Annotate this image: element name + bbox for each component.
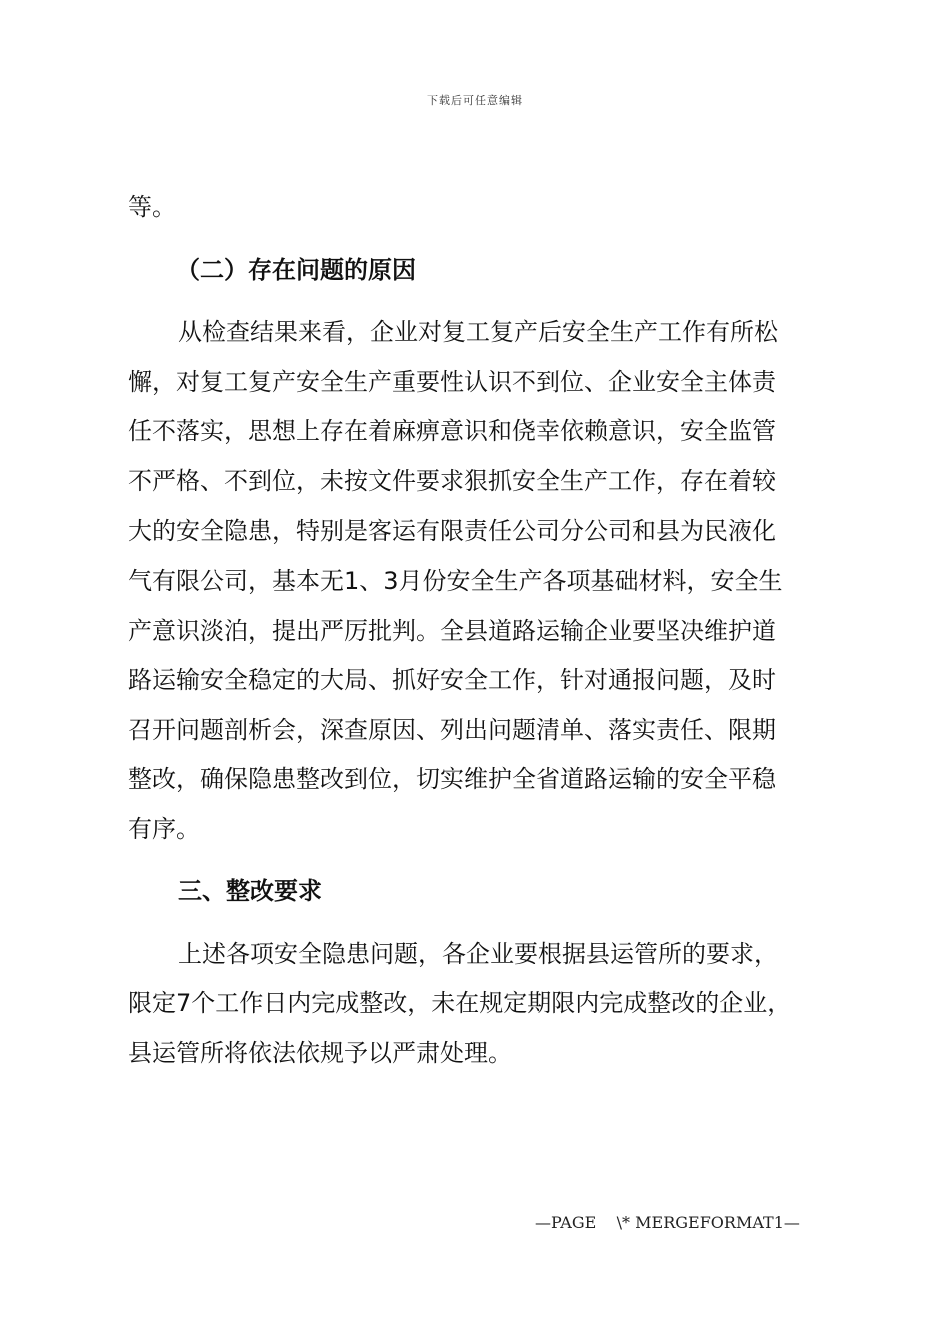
paragraph-line: 懈，对复工复产安全生产重要性认识不到位、企业安全主体责 xyxy=(128,368,776,396)
page-header: 下载后可任意编辑 xyxy=(427,94,523,107)
paragraph-line: 县运管所将依法依规予以严肃处理。 xyxy=(128,1039,512,1067)
section-heading-causes: （二）存在问题的原因 xyxy=(176,256,416,284)
paragraph-line: 有序。 xyxy=(128,815,200,843)
paragraph-line: 路运输安全稳定的大局、抓好安全工作，针对通报问题，及时 xyxy=(128,666,776,694)
paragraph-line: 上述各项安全隐患问题，各企业要根据县运管所的要求， xyxy=(178,940,778,968)
paragraph-line: 召开问题剖析会，深查原因、列出问题清单、落实责任、限期 xyxy=(128,716,776,744)
paragraph-line: 任不落实，思想上存在着麻痹意识和侥幸依赖意识，安全监管 xyxy=(128,417,776,445)
section-heading-requirements: 三、整改要求 xyxy=(178,877,322,905)
paragraph-line: 气有限公司，基本无1、3月份安全生产各项基础材料，安全生 xyxy=(128,567,783,595)
paragraph-line: 从检查结果来看，企业对复工复产后安全生产工作有所松 xyxy=(178,318,778,346)
paragraph-line: 大的安全隐患，特别是客运有限责任公司分公司和县为民液化 xyxy=(128,517,776,545)
page-footer-field: —PAGE \* MERGEFORMAT1— xyxy=(535,1213,800,1232)
paragraph-line: 限定7个工作日内完成整改，未在规定期限内完成整改的企业， xyxy=(128,989,792,1017)
paragraph-line: 整改，确保隐患整改到位，切实维护全省道路运输的安全平稳 xyxy=(128,765,776,793)
paragraph-line: 产意识淡泊，提出严厉批判。全县道路运输企业要坚决维护道 xyxy=(128,617,776,645)
paragraph-tail: 等。 xyxy=(128,193,176,221)
paragraph-line: 不严格、不到位，未按文件要求狠抓安全生产工作，存在着较 xyxy=(128,467,776,495)
